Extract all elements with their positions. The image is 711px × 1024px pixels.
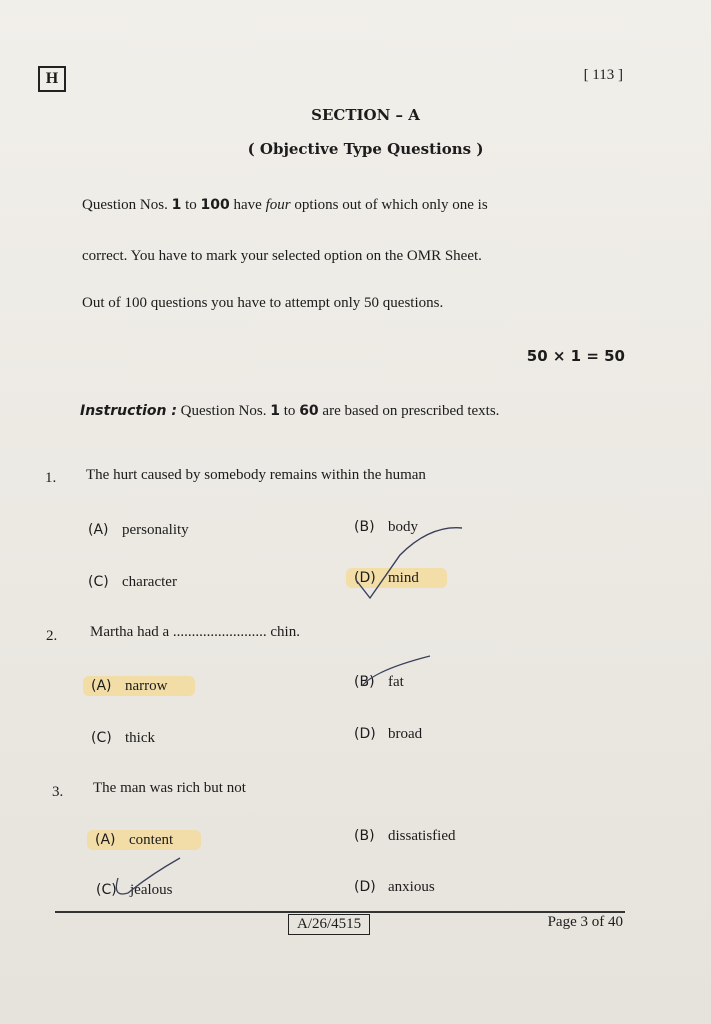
- option-d-highlighted[interactable]: (D) mind: [354, 570, 447, 587]
- question-text: The hurt caused by somebody remains within the human: [86, 467, 426, 483]
- section-title: SECTION – A: [311, 106, 420, 124]
- footer-divider: [55, 911, 625, 913]
- option-a[interactable]: (A) personality: [88, 522, 189, 538]
- instruction-label: Instruction :: [80, 403, 177, 419]
- option-a-highlighted[interactable]: (A) narrow: [91, 678, 195, 695]
- set-letter-box: H: [38, 66, 66, 92]
- footer-code: A/26/4515: [288, 914, 370, 935]
- option-b[interactable]: (B) fat: [354, 674, 404, 690]
- option-c[interactable]: (C) thick: [91, 730, 155, 746]
- option-b[interactable]: (B) dissatisfied: [354, 828, 456, 844]
- option-d[interactable]: (D) anxious: [354, 879, 435, 895]
- option-c[interactable]: (C) character: [88, 574, 177, 590]
- intro-line-2: correct. You have to mark your selected option on the OMR Sheet.: [82, 248, 482, 264]
- intro-line-1: Question Nos. 1 to 100 have four options out of which only one is: [82, 197, 488, 213]
- tick-mark-icon: [362, 656, 430, 686]
- tick-mark-icon: [116, 858, 180, 894]
- tick-mark-icon: [356, 528, 462, 598]
- question-number: 3.: [52, 784, 64, 800]
- option-a-highlighted[interactable]: (A) content: [95, 832, 201, 849]
- option-b[interactable]: (B) body: [354, 519, 418, 535]
- marks-formula: 50 × 1 = 50: [526, 347, 625, 365]
- paper-number: [ 113 ]: [583, 67, 623, 83]
- question-number: 2.: [46, 628, 58, 644]
- intro-line-3: Out of 100 questions you have to attempt only 50 questions.: [82, 295, 444, 311]
- question-number: 1.: [45, 470, 57, 486]
- question-text: The man was rich but not: [93, 780, 246, 796]
- instruction: Instruction : Question Nos. 1 to 60 are based on prescribed texts.: [80, 403, 500, 419]
- option-c[interactable]: (C) jealous: [96, 882, 173, 898]
- page-number: Page 3 of 40: [547, 914, 623, 930]
- option-d[interactable]: (D) broad: [354, 726, 423, 742]
- question-text: Martha had a ......................... chin.: [90, 624, 300, 640]
- section-subtitle: ( Objective Type Questions ): [247, 140, 484, 158]
